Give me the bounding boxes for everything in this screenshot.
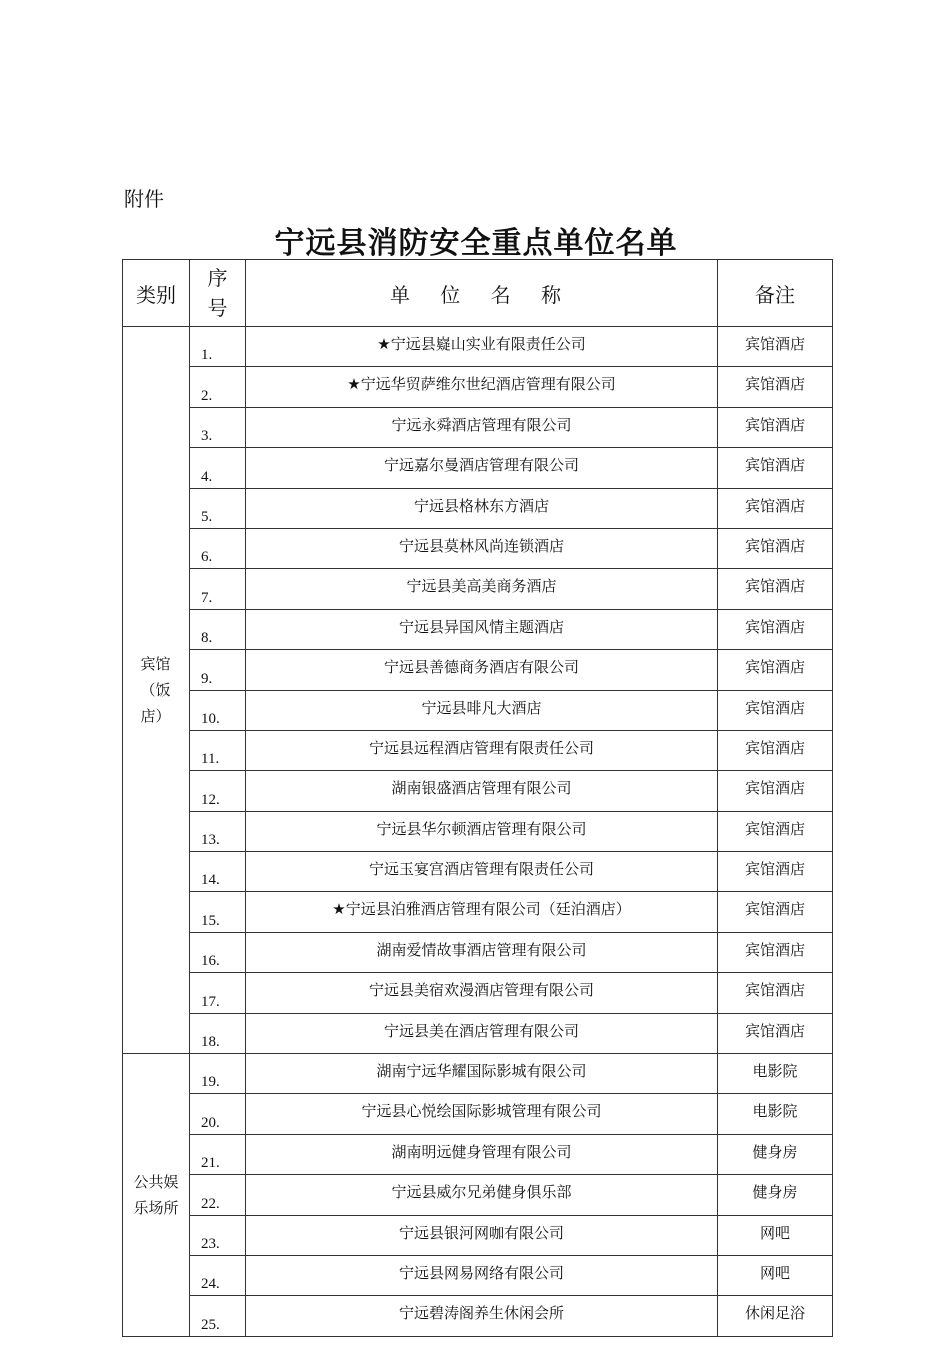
row-number: 1. — [190, 327, 246, 367]
category-label-line: 乐场所 — [133, 1198, 179, 1217]
unit-name: ★宁远县泊雅酒店管理有限公司（廷泊酒店） — [246, 892, 718, 932]
row-number: 2. — [190, 367, 246, 407]
category-label-line: 公共娱 — [133, 1172, 179, 1191]
row-number: 5. — [190, 488, 246, 528]
row-number: 9. — [190, 650, 246, 690]
table-header-row — [123, 260, 833, 327]
unit-note: 健身房 — [718, 1175, 833, 1215]
table-row — [123, 407, 833, 447]
unit-note: 宾馆酒店 — [718, 852, 833, 892]
unit-note: 宾馆酒店 — [718, 569, 833, 609]
unit-note: 网吧 — [718, 1215, 833, 1255]
table-row — [123, 1255, 833, 1295]
table-row — [123, 771, 833, 811]
unit-note: 电影院 — [718, 1094, 833, 1134]
unit-note: 宾馆酒店 — [718, 528, 833, 568]
row-number: 14. — [190, 852, 246, 892]
table-row — [123, 488, 833, 528]
unit-note: 宾馆酒店 — [718, 730, 833, 770]
unit-name: 宁远县心悦绘国际影城管理有限公司 — [246, 1094, 718, 1134]
row-number: 16. — [190, 932, 246, 972]
header-number: 序 号 — [190, 260, 246, 327]
row-number: 19. — [190, 1054, 246, 1094]
unit-name: 宁远县远程酒店管理有限责任公司 — [246, 730, 718, 770]
row-number: 4. — [190, 448, 246, 488]
units-table — [122, 259, 833, 1337]
unit-note: 宾馆酒店 — [718, 771, 833, 811]
table-row — [123, 1013, 833, 1053]
row-number: 12. — [190, 771, 246, 811]
unit-name: 宁远县华尔顿酒店管理有限公司 — [246, 811, 718, 851]
row-number: 17. — [190, 973, 246, 1013]
row-number: 15. — [190, 892, 246, 932]
unit-note: 宾馆酒店 — [718, 932, 833, 972]
unit-name: ★宁远县嶷山实业有限责任公司 — [246, 327, 718, 367]
unit-note: 宾馆酒店 — [718, 609, 833, 649]
table-row — [123, 811, 833, 851]
header-name: 单 位 名 称 — [246, 260, 718, 327]
table-row — [123, 1054, 833, 1094]
table-row — [123, 1296, 833, 1336]
table-row — [123, 1215, 833, 1255]
unit-name: 宁远县美宿欢漫酒店管理有限公司 — [246, 973, 718, 1013]
unit-note: 宾馆酒店 — [718, 650, 833, 690]
unit-name: 宁远县美在酒店管理有限公司 — [246, 1013, 718, 1053]
unit-name: 宁远县善德商务酒店有限公司 — [246, 650, 718, 690]
unit-name: 湖南宁远华耀国际影城有限公司 — [246, 1054, 718, 1094]
unit-note: 休闲足浴 — [718, 1296, 833, 1336]
unit-name: 宁远县威尔兄弟健身俱乐部 — [246, 1175, 718, 1215]
unit-name: 宁远县异国风情主题酒店 — [246, 609, 718, 649]
unit-note: 宾馆酒店 — [718, 811, 833, 851]
table-row — [123, 892, 833, 932]
table-row — [123, 1134, 833, 1174]
row-number: 6. — [190, 528, 246, 568]
unit-name: 湖南明远健身管理有限公司 — [246, 1134, 718, 1174]
unit-name: 宁远县美高美商务酒店 — [246, 569, 718, 609]
unit-name: 宁远嘉尔曼酒店管理有限公司 — [246, 448, 718, 488]
row-number: 21. — [190, 1134, 246, 1174]
row-number: 11. — [190, 730, 246, 770]
category-cell — [123, 327, 190, 1054]
row-number: 23. — [190, 1215, 246, 1255]
unit-note: 宾馆酒店 — [718, 367, 833, 407]
table-row — [123, 569, 833, 609]
unit-name: ★宁远华贸萨维尔世纪酒店管理有限公司 — [246, 367, 718, 407]
row-number: 10. — [190, 690, 246, 730]
row-number: 3. — [190, 407, 246, 447]
unit-name: 湖南银盛酒店管理有限公司 — [246, 771, 718, 811]
unit-name: 宁远县莫林风尚连锁酒店 — [246, 528, 718, 568]
unit-note: 宾馆酒店 — [718, 488, 833, 528]
attachment-label: 附件 — [124, 187, 164, 211]
category-cell — [123, 1054, 190, 1337]
category-label: 宾馆（饭店） — [140, 655, 171, 726]
unit-name: 宁远县格林东方酒店 — [246, 488, 718, 528]
unit-name: 宁远永舜酒店管理有限公司 — [246, 407, 718, 447]
unit-note: 电影院 — [718, 1054, 833, 1094]
table-row — [123, 730, 833, 770]
row-number: 22. — [190, 1175, 246, 1215]
unit-note: 宾馆酒店 — [718, 892, 833, 932]
unit-note: 健身房 — [718, 1134, 833, 1174]
unit-note: 网吧 — [718, 1255, 833, 1295]
unit-note: 宾馆酒店 — [718, 327, 833, 367]
unit-note: 宾馆酒店 — [718, 1013, 833, 1053]
table-row — [123, 1094, 833, 1134]
table-row — [123, 650, 833, 690]
row-number: 13. — [190, 811, 246, 851]
unit-name: 宁远县啡凡大酒店 — [246, 690, 718, 730]
table-row — [123, 327, 833, 367]
row-number: 7. — [190, 569, 246, 609]
table-row — [123, 1175, 833, 1215]
unit-name: 宁远碧涛阁养生休闲会所 — [246, 1296, 718, 1336]
unit-note: 宾馆酒店 — [718, 407, 833, 447]
table-row — [123, 609, 833, 649]
table-row — [123, 973, 833, 1013]
header-category: 类别 — [123, 260, 190, 327]
unit-name: 宁远玉宴宫酒店管理有限责任公司 — [246, 852, 718, 892]
table-row — [123, 367, 833, 407]
unit-name: 宁远县银河网咖有限公司 — [246, 1215, 718, 1255]
table-row — [123, 852, 833, 892]
unit-note: 宾馆酒店 — [718, 973, 833, 1013]
table-row — [123, 932, 833, 972]
unit-name: 宁远县网易网络有限公司 — [246, 1255, 718, 1295]
unit-name: 湖南爱情故事酒店管理有限公司 — [246, 932, 718, 972]
table-row — [123, 448, 833, 488]
row-number: 25. — [190, 1296, 246, 1336]
header-note: 备注 — [718, 260, 833, 327]
row-number: 18. — [190, 1013, 246, 1053]
unit-note: 宾馆酒店 — [718, 690, 833, 730]
table-row — [123, 690, 833, 730]
table-row — [123, 528, 833, 568]
row-number: 20. — [190, 1094, 246, 1134]
row-number: 8. — [190, 609, 246, 649]
unit-note: 宾馆酒店 — [718, 448, 833, 488]
document-title: 宁远县消防安全重点单位名单 — [274, 226, 678, 261]
row-number: 24. — [190, 1255, 246, 1295]
